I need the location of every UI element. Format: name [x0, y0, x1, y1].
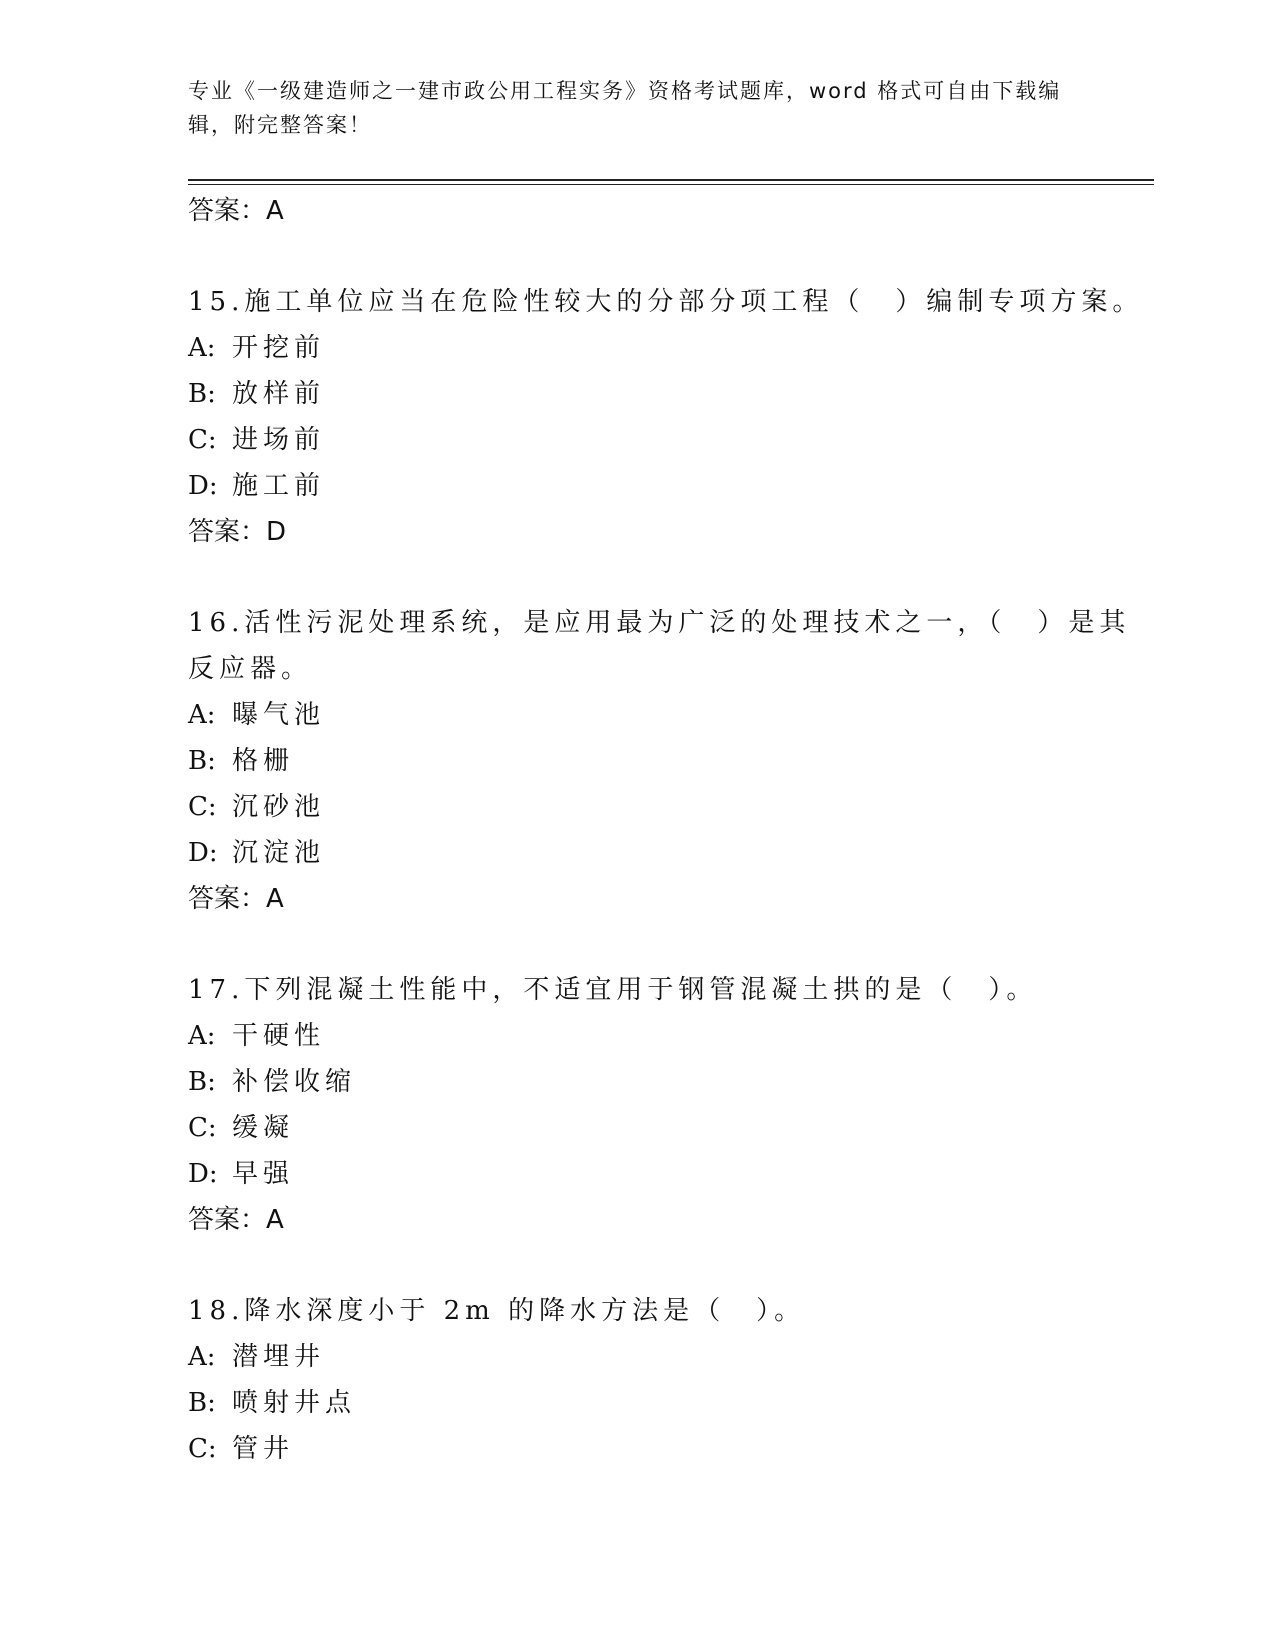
option-key: D:: [188, 838, 218, 868]
option-key: A:: [188, 700, 216, 730]
option-a: [188, 1334, 1148, 1380]
question-text: 18.降水深度小于 2m 的降水方法是（ ）。: [188, 1296, 806, 1326]
question-list: [188, 188, 1148, 1472]
option-a: [188, 692, 1148, 738]
option-a: [188, 325, 1148, 371]
option-c: [188, 784, 1148, 830]
option-d: [188, 830, 1148, 876]
option-text: 早强: [232, 1159, 295, 1189]
option-a: [188, 1013, 1148, 1059]
option-key: D:: [188, 1159, 218, 1189]
option-text: 缓凝: [232, 1113, 295, 1143]
option-d: [188, 463, 1148, 509]
option-c: [188, 1426, 1148, 1472]
question-text: 15.施工单位应当在危险性较大的分部分项工程（ ）编制专项方案。: [188, 287, 1144, 317]
question-text: 17.下列混凝土性能中，不适宜用于钢管混凝土拱的是（ ）。: [188, 975, 1038, 1005]
question-block: [188, 967, 1148, 1243]
option-text: 潜埋井: [232, 1342, 326, 1372]
option-key: C:: [188, 1434, 217, 1464]
option-b: [188, 1059, 1148, 1105]
answer-line: 答案：A: [188, 1205, 284, 1235]
question-text: 16.活性污泥处理系统，是应用最为广泛的处理技术之一，（ ）是其反应器。: [188, 608, 1131, 684]
option-text: 干硬性: [232, 1021, 326, 1051]
option-b: [188, 371, 1148, 417]
option-key: D:: [188, 471, 218, 501]
option-key: A:: [188, 1342, 216, 1372]
answer-line: 答案：A: [188, 884, 284, 914]
option-text: 进场前: [232, 425, 326, 455]
header-divider-thin: [188, 184, 1154, 185]
option-d: [188, 1151, 1148, 1197]
header-divider: [188, 179, 1154, 181]
option-text: 沉砂池: [232, 792, 326, 822]
option-key: C:: [188, 1113, 217, 1143]
question-block: [188, 279, 1148, 555]
option-text: 曝气池: [232, 700, 326, 730]
question-block: [188, 600, 1148, 922]
option-text: 放样前: [232, 379, 326, 409]
answer-line: 答案：D: [188, 517, 287, 547]
option-key: C:: [188, 792, 217, 822]
option-key: B:: [188, 746, 216, 776]
document-header: 专业《一级建造师之一建市政公用工程实务》资格考试题库，word 格式可自由下载编辑，附完整答案！: [188, 79, 1062, 137]
option-c: [188, 1105, 1148, 1151]
option-b: [188, 1380, 1148, 1426]
option-text: 施工前: [232, 471, 326, 501]
option-key: C:: [188, 425, 217, 455]
option-text: 开挖前: [232, 333, 326, 363]
option-key: B:: [188, 379, 216, 409]
option-text: 喷射井点: [232, 1388, 357, 1418]
question-block: [188, 1288, 1148, 1472]
option-key: A:: [188, 333, 216, 363]
option-text: 沉淀池: [232, 838, 326, 868]
option-text: 格栅: [232, 746, 295, 776]
option-c: [188, 417, 1148, 463]
option-text: 管井: [232, 1434, 295, 1464]
option-text: 补偿收缩: [232, 1067, 357, 1097]
option-key: B:: [188, 1388, 216, 1418]
answer-line: 答案：A: [188, 196, 284, 226]
option-key: A:: [188, 1021, 216, 1051]
option-b: [188, 738, 1148, 784]
option-key: B:: [188, 1067, 216, 1097]
